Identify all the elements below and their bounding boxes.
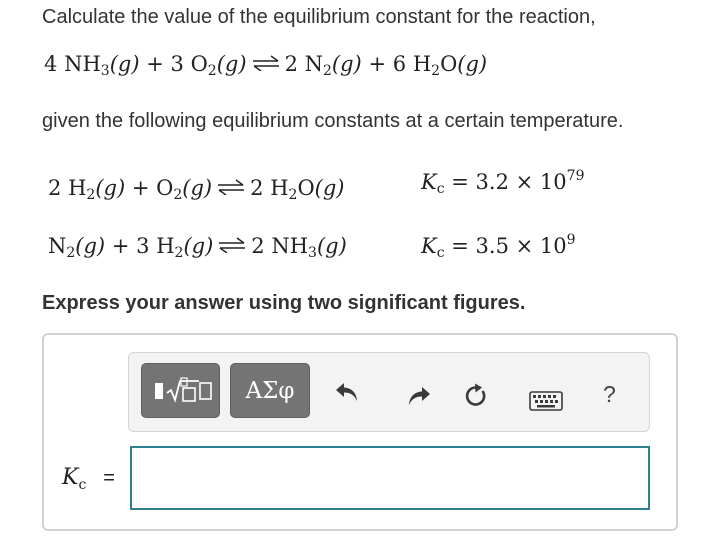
redo-button[interactable] — [403, 382, 433, 410]
phase: (g) — [182, 176, 213, 200]
equilibrium-arrows-icon — [251, 55, 281, 71]
coef: 2 — [48, 176, 62, 200]
plus-sign: + — [146, 52, 164, 76]
times-sign: × — [515, 170, 534, 194]
phase: (g) — [75, 234, 106, 258]
templates-button[interactable] — [141, 363, 220, 418]
coef: 3 — [136, 234, 150, 258]
coef: 6 — [392, 52, 407, 76]
reset-button[interactable] — [461, 381, 491, 411]
given-reaction-2: N $_2$ (g) + 3 H $_2$ (g) 2 NH $_3$ (g) — [48, 234, 347, 261]
phase: (g) — [95, 176, 126, 200]
phase: (g) — [331, 52, 362, 76]
undo-button[interactable] — [333, 378, 363, 406]
k-symbol: K — [62, 465, 79, 490]
plus-sign: + — [131, 176, 150, 200]
answer-input[interactable] — [130, 446, 650, 510]
keyboard-icon — [529, 391, 563, 411]
greek-symbols-button[interactable] — [230, 363, 310, 418]
templates-icon — [149, 376, 213, 406]
formula: H — [270, 176, 289, 200]
equals-sign: = — [451, 170, 469, 194]
plus-sign: + — [111, 234, 130, 258]
formula: H — [68, 176, 87, 200]
coef: 3 — [170, 52, 184, 76]
phase: (g) — [216, 52, 247, 76]
answer-label — [62, 465, 115, 493]
reset-icon — [463, 383, 489, 409]
formula: N — [48, 234, 67, 258]
phase: (g) — [457, 52, 488, 76]
formula: H — [412, 52, 432, 76]
k-symbol: K — [421, 170, 437, 194]
instruction-text: Express your answer using two significant figures. — [42, 292, 526, 314]
undo-icon — [335, 380, 361, 404]
plus-sign: + — [368, 52, 387, 76]
k-base: 10 — [539, 170, 567, 194]
formula: NH — [271, 234, 309, 258]
given-k-1: K $_c$ = 3.2 × 10 $^{79}$ — [421, 168, 585, 197]
k-mantissa: 3.2 — [475, 170, 509, 194]
equilibrium-arrows-icon — [217, 237, 247, 253]
given-text: given the following equilibrium constants at a certain temperature. — [42, 110, 624, 132]
times-sign: × — [515, 234, 534, 258]
given-k-2: K $_c$ = 3.5 × 10 $^9$ — [421, 232, 576, 261]
redo-icon — [405, 384, 431, 408]
equilibrium-arrows-icon — [216, 179, 246, 195]
equals-sign: = — [103, 467, 115, 489]
question-intro: Calculate the value of the equilibrium constant for the reaction, — [42, 6, 596, 28]
phase: (g) — [314, 176, 345, 200]
k-mantissa: 3.5 — [475, 234, 509, 258]
formula: NH — [64, 52, 101, 76]
phase: (g) — [109, 52, 140, 76]
coef: 4 — [44, 52, 58, 76]
keyboard-button[interactable] — [528, 389, 564, 413]
coef: 2 — [284, 52, 298, 76]
greek-label: ΑΣφ — [245, 377, 295, 404]
given-reaction-1: 2 H $_2$ (g) + O $_2$ (g) 2 H $_2$ O (g) — [48, 176, 345, 203]
phase: (g) — [183, 234, 214, 258]
target-reaction: 4 NH $_3$ (g) + 3 O $_2$ (g) 2 N $_2$ (g) + 6 H $_2$ O (g) — [44, 52, 488, 79]
formula: O — [297, 176, 315, 200]
equals-sign: = — [451, 234, 469, 258]
subscript: c — [78, 477, 87, 493]
formula: O — [156, 176, 174, 200]
phase: (g) — [316, 234, 347, 258]
formula: H — [156, 234, 175, 258]
coef: 2 — [250, 176, 264, 200]
formula: O — [190, 52, 208, 76]
formula: N — [304, 52, 323, 76]
help-button[interactable]: ? — [603, 381, 616, 407]
formula: O — [440, 52, 458, 76]
coef: 2 — [251, 234, 265, 258]
k-symbol: K — [421, 234, 437, 258]
k-base: 10 — [539, 234, 567, 258]
